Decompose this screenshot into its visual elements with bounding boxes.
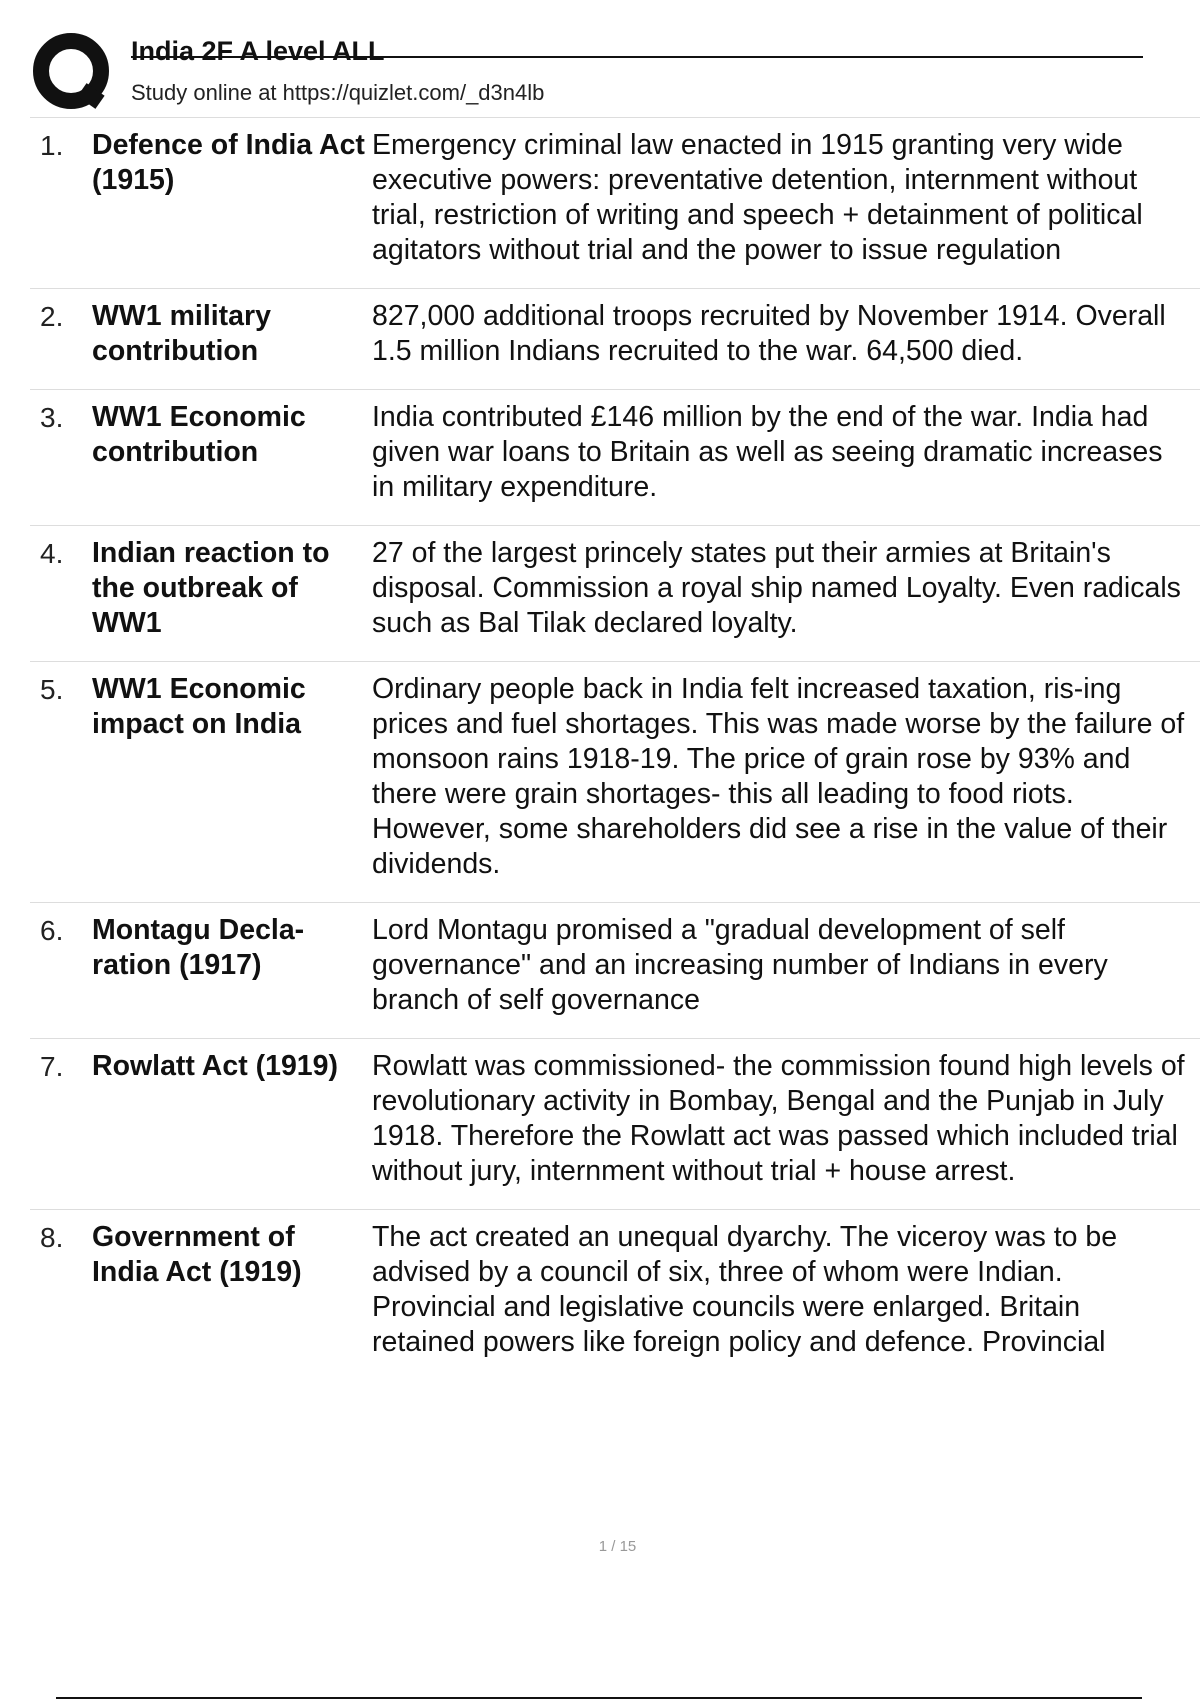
card-term: WW1 Economic contribution [92, 401, 306, 468]
page-indicator: 1 / 15 [598, 1538, 637, 1555]
flashcard-row [30, 289, 1200, 390]
card-definition: Rowlatt was commissioned- the commission found high levels of revolutionary activity in Bombay, Bengal and the Punjab in July 1918. Therefore the Rowlatt act was passed which included trial without jury, internment without trial + house arrest. [372, 1050, 1185, 1187]
flashcard-row [30, 526, 1200, 662]
flashcard-row [30, 390, 1200, 526]
card-definition: India contributed £146 million by the end of the war. India had given war loans to Britain as well as seeing dramatic increases in military expenditure. [372, 401, 1163, 503]
study-online-link[interactable]: Study online at https://quizlet.com/_d3n4lb [131, 80, 545, 105]
card-definition: Emergency criminal law enacted in 1915 granting very wide executive powers: preventative detention, internment without trial, restriction of writing and speech + detainment of political agitators without trial and the power to issue regulation [372, 129, 1143, 266]
page-header [0, 0, 1200, 120]
card-definition: 27 of the largest princely states put their armies at Britain's disposal. Commission a royal ship named Loyalty. Even radicals such as Bal Tilak declared loyalty. [372, 537, 1181, 639]
card-definition: The act created an unequal dyarchy. The viceroy was to be advised by a council of six, three of whom were Indian. Provincial and legislative councils were enlarged. Britain retained powers like foreign policy and defence. Provincial [372, 1221, 1118, 1358]
card-number: 1. [40, 130, 64, 161]
card-definition: 827,000 additional troops recruited by November 1914. Overall 1.5 million Indians recruited to the war. 64,500 died. [372, 300, 1166, 367]
document-title: India 2F A level ALL [131, 36, 385, 66]
flashcard-row [30, 118, 1200, 289]
card-number: 4. [40, 538, 64, 569]
card-number: 2. [40, 301, 64, 332]
card-definition: Ordinary people back in India felt increased taxation, ris-ing prices and fuel shortages. This was made worse by the failure of monsoon rains 1918-19. The price of grain rose by 93% and there were grain shortages- this all leading to food riots. However, some shareholders did see a rise in the value of their dividends. [372, 673, 1185, 880]
card-term: Government of India Act (1919) [92, 1221, 302, 1288]
card-term: Indian reaction to the outbreak of WW1 [92, 537, 330, 639]
flashcard-row [30, 662, 1200, 903]
flashcard-row [30, 1039, 1200, 1210]
flashcard-row [30, 903, 1200, 1039]
card-term: Montagu Decla-ration (1917) [92, 914, 305, 981]
card-definition: Lord Montagu promised a "gradual development of self governance" and an increasing number of Indians in every branch of self governance [372, 914, 1108, 1016]
flashcard-list [30, 118, 1200, 1516]
card-term: Rowlatt Act (1919) [92, 1050, 338, 1082]
card-number: 6. [40, 915, 64, 946]
footer-rule [56, 1697, 1142, 1699]
card-number: 5. [40, 674, 64, 705]
title-rule [131, 56, 1143, 58]
card-number: 3. [40, 402, 64, 433]
card-term: WW1 military contribution [92, 300, 271, 367]
card-number: 7. [40, 1051, 64, 1082]
card-number: 8. [40, 1222, 64, 1253]
quizlet-logo-icon [30, 30, 112, 112]
card-term: Defence of India Act (1915) [92, 129, 365, 196]
flashcard-row [30, 1210, 1200, 1380]
card-term: WW1 Economic impact on India [92, 673, 306, 740]
